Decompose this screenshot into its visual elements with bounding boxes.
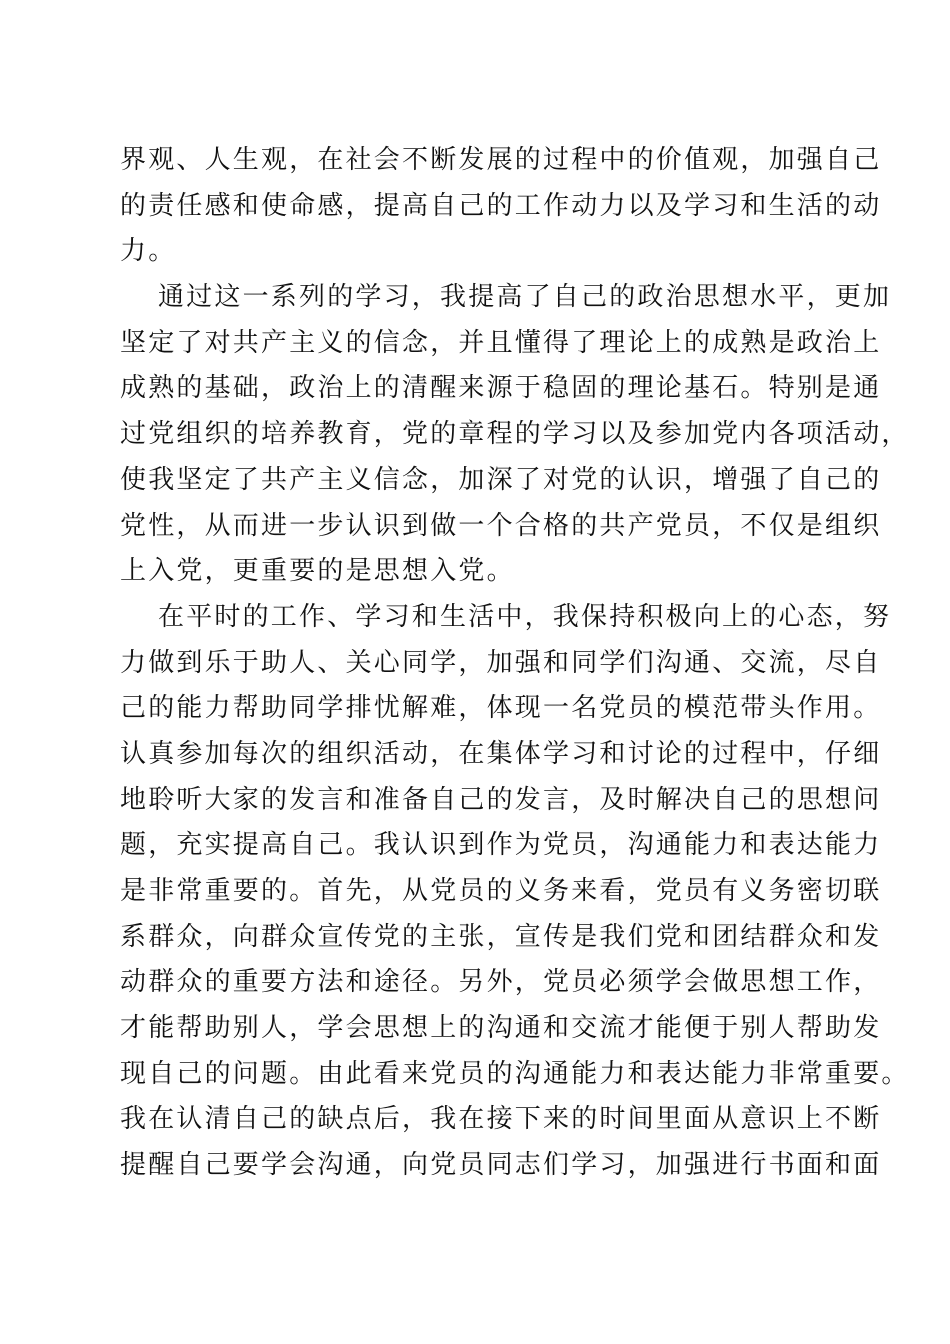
text-line: 的责任感和使命感，提高自己的工作动力以及学习和生活的动 <box>120 190 882 221</box>
text-line: 己的能力帮助同学排忧解难，体现一名党员的模范带头作用。 <box>120 693 882 724</box>
text-line: 现自己的问题。由此看来党员的沟通能力和表达能力非常重要。 <box>120 1058 910 1089</box>
text-line: 成熟的基础，政治上的清醒来源于稳固的理论基石。特别是通 <box>120 373 882 404</box>
text-line: 上入党，更重要的是思想入党。 <box>120 556 515 587</box>
text-line: 力。 <box>120 236 177 267</box>
body-text <box>120 138 910 1189</box>
text-line: 认真参加每次的组织活动，在集体学习和讨论的过程中，仔细 <box>120 738 882 769</box>
text-line: 界观、人生观，在社会不断发展的过程中的价值观，加强自己 <box>120 145 882 175</box>
text-line: 过党组织的培养教育，党的章程的学习以及参加党内各项活动， <box>120 419 910 450</box>
text-line: 使我坚定了共产主义信念，加深了对党的认识，增强了自己的 <box>120 464 882 495</box>
text-line: 题，充实提高自己。我认识到作为党员，沟通能力和表达能力 <box>120 830 882 861</box>
text-line: 党性，从而进一步认识到做一个合格的共产党员，不仅是组织 <box>120 510 882 541</box>
text-line: 系群众，向群众宣传党的主张，宣传是我们党和团结群众和发 <box>120 921 882 952</box>
text-line: 坚定了对共产主义的信念，并且懂得了理论上的成熟是政治上 <box>120 327 882 358</box>
paragraph-first-line: 在平时的工作、学习和生活中，我保持积极向上的心态，努 <box>158 601 892 632</box>
text-line: 我在认清自己的缺点后，我在接下来的时间里面从意识上不断 <box>120 1104 882 1135</box>
paragraph-first-line: 通过这一系列的学习，我提高了自己的政治思想水平，更加 <box>158 282 892 313</box>
text-line: 提醒自己要学会沟通，向党员同志们学习，加强进行书面和面 <box>120 1150 882 1181</box>
text-line: 是非常重要的。首先，从党员的义务来看，党员有义务密切联 <box>120 876 882 906</box>
text-line: 力做到乐于助人、关心同学，加强和同学们沟通、交流，尽自 <box>120 647 882 678</box>
text-line: 才能帮助别人，学会思想上的沟通和交流才能便于别人帮助发 <box>120 1013 882 1044</box>
text-line: 动群众的重要方法和途径。另外，党员必须学会做思想工作， <box>120 967 882 998</box>
text-line: 地聆听大家的发言和准备自己的发言，及时解决自己的思想问 <box>120 784 882 815</box>
